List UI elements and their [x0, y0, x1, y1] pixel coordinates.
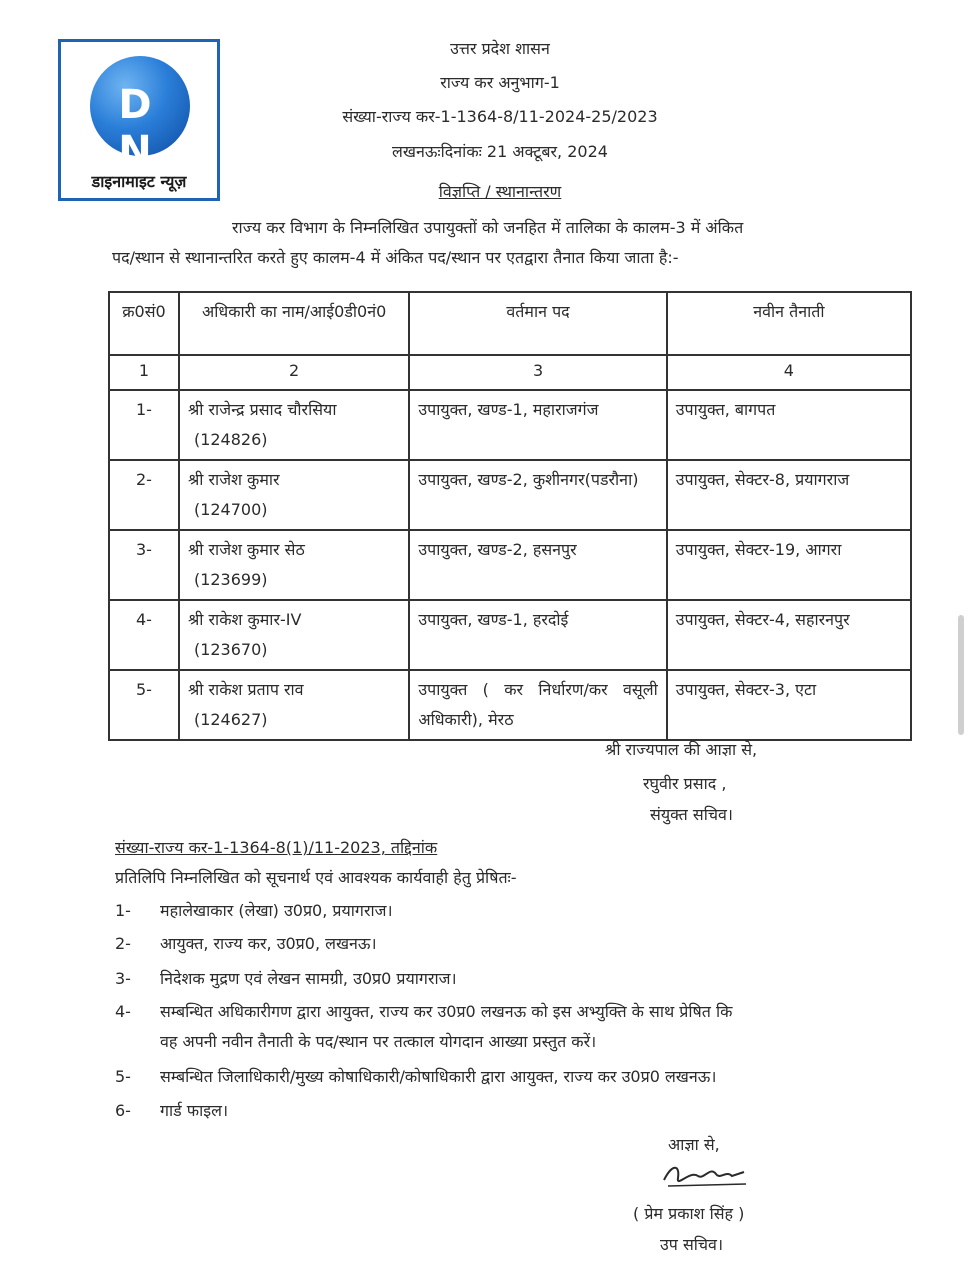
- col-num-3: 3: [409, 355, 666, 390]
- officer-name: श्री राकेश कुमार-IV: [187, 610, 302, 629]
- intro-line-2: पद/स्थान से स्थानान्तरित करते हुए कालम-4 में अंकित पद/स्थान पर एतद्वारा तैनात किया जाता है:-: [112, 248, 679, 267]
- list-item: [115, 1062, 875, 1092]
- officer-cell: [179, 390, 409, 460]
- header-current-post: वर्तमान पद: [409, 292, 666, 355]
- officer-id: (124826): [193, 430, 268, 449]
- row-sno: 4-: [109, 600, 179, 670]
- order-line: आज्ञा से,: [668, 1135, 720, 1154]
- signatory-designation: संयुक्त सचिव।: [650, 805, 733, 824]
- new-posting: उपायुक्त, बागपत: [667, 390, 911, 460]
- header-name: अधिकारी का नाम/आई0डी0नं0: [179, 292, 409, 355]
- officer-name: श्री राजेश कुमार सेठ: [187, 540, 305, 559]
- table-header-row: [109, 292, 911, 355]
- current-post: उपायुक्त ( कर निर्धारण/कर वसूली अधिकारी), मेरठ: [409, 670, 666, 740]
- list-item: [115, 964, 875, 994]
- reference-number: संख्या-राज्य कर-1-1364-8/11-2024-25/2023: [342, 107, 658, 126]
- list-number: 1-: [115, 901, 131, 920]
- officer-id: (123670): [193, 640, 268, 659]
- list-item: [115, 997, 875, 1027]
- subject-heading: विज्ञप्ति / स्थानान्तरण: [438, 182, 562, 201]
- new-posting: उपायुक्त, सेक्टर-8, प्रयागराज: [667, 460, 911, 530]
- list-text: महालेखाकार (लेखा) उ0प्र0, प्रयागराज।: [160, 901, 393, 920]
- officer-id: (123699): [193, 570, 268, 589]
- table-row: [109, 390, 911, 460]
- current-post: उपायुक्त, खण्ड-1, हरदोई: [409, 600, 666, 670]
- row-sno: 3-: [109, 530, 179, 600]
- table-row: [109, 600, 911, 670]
- dynamite-news-logo: [58, 39, 220, 201]
- list-number: 4-: [115, 1002, 131, 1021]
- table-row: [109, 460, 911, 530]
- officer-name: श्री राजेन्द्र प्रसाद चौरसिया: [187, 400, 337, 419]
- officer-cell: [179, 600, 409, 670]
- document-date: लखनऊःदिनांकः 21 अक्टूबर, 2024: [392, 142, 608, 161]
- list-text: सम्बन्धित जिलाधिकारी/मुख्य कोषाधिकारी/कोषाधिकारी द्वारा आयुक्त, राज्य कर उ0प्र0 लखनऊ।: [160, 1067, 717, 1086]
- header-new-posting: नवीन तैनाती: [667, 292, 911, 355]
- section-title: राज्य कर अनुभाग-1: [440, 73, 560, 92]
- transfer-table: [108, 291, 912, 741]
- new-posting: उपायुक्त, सेक्टर-4, सहारनपुर: [667, 600, 911, 670]
- header-sno: क्र0सं0: [109, 292, 179, 355]
- row-sno: 5-: [109, 670, 179, 740]
- row-sno: 2-: [109, 460, 179, 530]
- col-num-1: 1: [109, 355, 179, 390]
- handwritten-signature: [660, 1158, 750, 1192]
- copy-intro: प्रतिलिपि निम्नलिखित को सूचनार्थ एवं आवश्यक कार्यवाही हेतु प्रेषितः-: [115, 868, 517, 887]
- globe-icon: [90, 56, 190, 174]
- current-post: उपायुक्त, खण्ड-2, हसनपुर: [409, 530, 666, 600]
- current-post: उपायुक्त, खण्ड-1, महाराजगंज: [409, 390, 666, 460]
- logo-caption: डाइनामाइट न्यूज़: [91, 172, 187, 191]
- officer-name: श्री राकेश प्रताप राव: [187, 680, 304, 699]
- table-row: [109, 670, 911, 740]
- officer-cell: [179, 460, 409, 530]
- officer-cell: [179, 670, 409, 740]
- list-item-continuation: वह अपनी नवीन तैनाती के पद/स्थान पर तत्काल योगदान आख्या प्रस्तुत करें।: [160, 1032, 597, 1051]
- table-row: [109, 530, 911, 600]
- list-text: गार्ड फाइल।: [160, 1101, 229, 1120]
- list-number: 6-: [115, 1101, 131, 1120]
- list-number: 5-: [115, 1067, 131, 1086]
- officer-name: श्री राजेश कुमार: [187, 470, 280, 489]
- scrollbar[interactable]: [958, 615, 964, 735]
- copy-reference: संख्या-राज्य कर-1-1364-8(1)/11-2023, तद्दिनांक: [115, 838, 438, 857]
- new-posting: उपायुक्त, सेक्टर-3, एटा: [667, 670, 911, 740]
- column-number-row: [109, 355, 911, 390]
- governor-order-line: श्री राज्यपाल की आज्ञा से,: [605, 740, 758, 759]
- list-number: 2-: [115, 934, 131, 953]
- officer-id: (124627): [193, 710, 268, 729]
- list-text: सम्बन्धित अधिकारीगण द्वारा आयुक्त, राज्य कर उ0प्र0 लखनऊ को इस अभ्युक्ति के साथ प्रेषित कि: [160, 1002, 733, 1021]
- list-item: [115, 1096, 875, 1126]
- signatory-designation-2: उप सचिव।: [660, 1235, 724, 1254]
- list-text: निदेशक मुद्रण एवं लेखन सामग्री, उ0प्र0 प्रयागराज।: [160, 969, 457, 988]
- list-item: [115, 896, 875, 926]
- col-num-2: 2: [179, 355, 409, 390]
- list-number: 3-: [115, 969, 131, 988]
- govt-title: उत्तर प्रदेश शासन: [450, 39, 550, 58]
- intro-line-1: राज्य कर विभाग के निम्नलिखित उपायुक्तों को जनहित में तालिका के कालम-3 में अंकित: [232, 218, 744, 237]
- current-post: उपायुक्त, खण्ड-2, कुशीनगर(पडरौना): [409, 460, 666, 530]
- list-item: [115, 929, 875, 959]
- col-num-4: 4: [667, 355, 911, 390]
- logo-letters: D N: [118, 82, 162, 174]
- row-sno: 1-: [109, 390, 179, 460]
- list-text: आयुक्त, राज्य कर, उ0प्र0, लखनऊ।: [160, 934, 377, 953]
- officer-id: (124700): [193, 500, 268, 519]
- new-posting: उपायुक्त, सेक्टर-19, आगरा: [667, 530, 911, 600]
- officer-cell: [179, 530, 409, 600]
- signatory-name-2: ( प्रेम प्रकाश सिंह ): [633, 1204, 745, 1223]
- signatory-name: रघुवीर प्रसाद ,: [643, 774, 727, 793]
